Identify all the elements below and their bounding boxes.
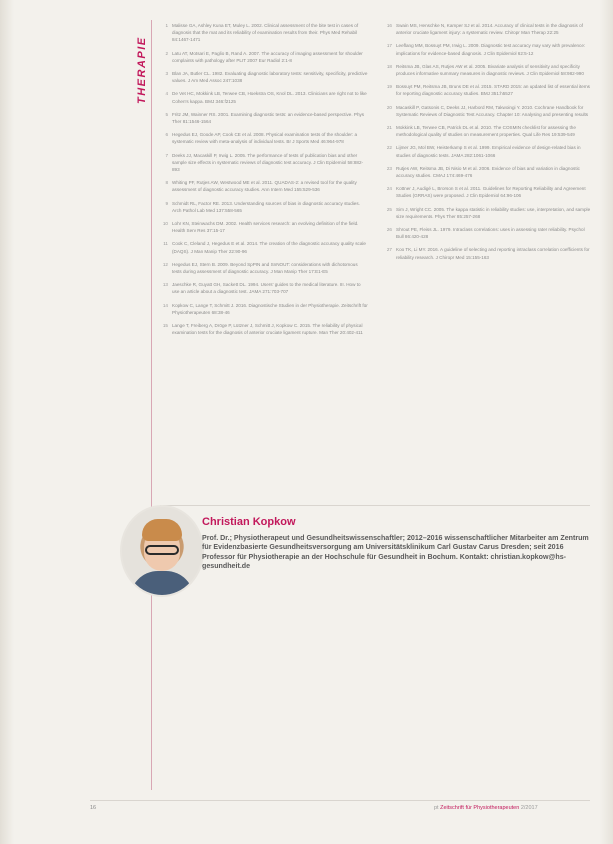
reference-number: 12	[162, 261, 168, 267]
journal-footer	[434, 805, 584, 811]
reference-item	[382, 104, 592, 118]
reference-number: 24	[386, 186, 392, 192]
reference-item	[382, 144, 592, 158]
reference-text: Swain MS, Henschke N, Kamper SJ et al. 2014. Accuracy of clinical tests in the diagnosis of anterior cruciate ligament injury: a systematic review. Chiropr Man Therap 22:25	[396, 23, 583, 36]
reference-item	[158, 70, 368, 84]
reference-item	[382, 165, 592, 179]
reference-item	[158, 240, 368, 254]
reference-text: Koo TK, Li MY. 2016. A guideline of selecting and reporting intraclass correlation coefficients for reliability research. J Chiropr Med 15:155-163	[396, 247, 590, 260]
reference-text: Leeflang MM, Bossuyt PM, Irwig L. 2009. Diagnostic test accuracy may vary with prevalence: implications for evidence-based diagnosis. J Clin Epidemiol 62:5-12	[396, 43, 586, 56]
reference-number: 22	[386, 145, 392, 151]
hair-shape	[142, 519, 182, 541]
reference-number: 1	[165, 23, 168, 28]
reference-item	[158, 179, 368, 193]
reference-item	[382, 226, 592, 240]
reference-number: 2	[165, 50, 168, 56]
author-bio: Prof. Dr.; Physiotherapeut und Gesundheitswissenschaftler; 2012–2016 wissenschaftlicher Mitarbeiter am Zentrum für Evidenzbasierte Gesundheitsversorgung am Universitätsklinikum Carl Gustav Carus Dresden; seit 2016 Professor für Physiotherapie an der Hochschule für Gesundheit in Bochum. Kontakt: christian.kopkow@hs-gesundheit.de	[202, 534, 589, 570]
section-label: THERAPIE	[136, 36, 148, 104]
reference-item	[158, 261, 368, 275]
reference-text: Jaeschke R, Guyatt GH, Sackett DL. 1994. Users' guides to the medical literature. III. How to use an article about a diagnostic test. JAMA 271:703-707	[172, 282, 361, 295]
reference-number: 25	[386, 206, 392, 212]
reference-text: Macaskill P, Gatsonis C, Deeks JJ, Harbord RM, Takwoingi Y. 2010. Cochrane Handbook for Systematic Reviews of Diagnostic Test Accuracy. Chapter 10: Analysing and presenting results	[396, 104, 589, 117]
reference-number: 23	[386, 165, 392, 171]
reference-text: Hegedus EJ, Goode AP, Cook CE et al. 2008. Physical examination tests of the shoulder: a systematic review with meta-analysis of individual tests. Br J Sports Med 46:964-978	[172, 132, 358, 145]
reference-number: 26	[386, 227, 392, 233]
reference-text: Deeks JJ, Macaskill P, Irwig L. 2005. The performance of tests of publication bias and other sample size effects in systematic reviews of diagnostic test accuracy. J Clin Epidemiol 58:882-893	[172, 152, 364, 173]
reference-item	[382, 63, 592, 77]
reference-number: 6	[165, 132, 168, 138]
reference-text: Hegedus EJ, Stern B. 2009. Beyond SpPIN and SnNOUT: considerations with dichotomous tests during assessment of diagnostic accuracy. J Man Manip Ther 17:E1-E5	[172, 261, 358, 275]
reference-item	[158, 302, 368, 316]
reference-text: Shrout PE, Fleiss JL. 1979. Intraclass correlations: uses in assessing rater reliability. Psychol Bull 86:420-428	[396, 227, 585, 240]
reference-item	[382, 42, 592, 56]
reference-text: Schmidt RL, Factor RE. 2013. Understanding sources of bias in diagnostic accuracy studies. Arch Pathol Lab Med 137:558-565	[172, 200, 360, 213]
footer-rule	[90, 800, 590, 801]
reference-item	[158, 131, 368, 145]
reference-item	[382, 83, 592, 97]
reference-number: 16	[386, 23, 392, 28]
reference-number: 7	[165, 152, 168, 158]
margin-rule	[151, 20, 152, 790]
reference-item	[158, 50, 368, 64]
reference-text: Sim J, Wright CC. 2005. The kappa statistic in reliability studies: use, interpretation, and sample size requirements. Phys Ther 85:257-268	[396, 206, 591, 219]
reference-item	[158, 200, 368, 214]
reference-number: 9	[165, 200, 168, 206]
journal-prefix: pt	[434, 805, 439, 811]
reference-text: De Vet HC, Mokkink LB, Terwee CB, Hoekstra OS, Knol DL. 2013. Clinicians are right not to like Cohen's kappa. BMJ 346:f2125	[172, 91, 367, 104]
reference-text: Kottner J, Audigé L, Brorson S et al. 2011. Guidelines for Reporting Reliability and Agreement Studies (GRRAS) were proposed. J Clin Epidemiol 64:96-106	[396, 186, 586, 199]
reference-text: Cook C, Cleland J, Hegedus E et al. 2014. The creation of the diagnostic accuracy quality scale (DAQS). J Man Manip Ther 22:90-96	[172, 241, 366, 254]
reference-text: Lange T, Freiberg A, Dröge P, Lützner J, Schmitt J, Kopkow C. 2015. The reliability of physical examination tests for the diagnosis of anterior cruciate ligament rupture. Man Ther 20:402-411	[172, 323, 363, 336]
reference-item	[158, 220, 368, 234]
reference-item	[382, 206, 592, 220]
reference-text: Blan JA, Butler CL. 1982. Evaluating diagnostic laboratory tests: sensitivity, specificity, predictive values. J Am Med Assoc 247:1038	[172, 71, 368, 84]
reference-text: Lijmer JG, Mol BW, Heisterkamp S et al. 1999. Empirical evidence of design-related bias in studies of diagnostic tests. JAMA 282:1061-1066	[396, 145, 581, 158]
reference-item	[382, 246, 592, 260]
reference-number: 20	[386, 104, 392, 110]
journal-issue: 2/2017	[520, 805, 538, 811]
reference-number: 18	[386, 63, 392, 69]
reference-item	[158, 322, 368, 336]
reference-text: Mokkink LB, Terwee CB, Patrick DL et al. 2010. The COSMIN checklist for assessing the methodological quality of studies on measurement properties. Qual Life Res 19:539-549	[396, 125, 576, 138]
reference-text: Rutjes AW, Reitsma JB, Di Nisio M et al. 2006. Evidence of bias and variation in diagnostic accuracy studies. CMAJ 174:469-476	[396, 165, 580, 179]
reference-number: 14	[162, 302, 168, 308]
reference-text: Reitsma JB, Glas AS, Rutjes AW et al. 2005. Bivariate analysis of sensitivity and specificity produces informative summary measures in diagnostic reviews. J Clin Epidemiol 58:982-990	[396, 63, 584, 77]
reference-item	[382, 185, 592, 199]
reference-number: 5	[165, 111, 168, 117]
reference-number: 27	[386, 247, 392, 253]
reference-number: 19	[386, 84, 392, 90]
reference-number: 11	[163, 241, 168, 247]
reference-item	[158, 281, 368, 295]
reference-item	[158, 152, 368, 174]
reference-number: 3	[165, 71, 168, 77]
section-divider	[160, 505, 590, 506]
journal-name: Zeitschrift für Physiotherapeuten	[440, 805, 520, 811]
reference-number: 21	[386, 125, 392, 131]
reference-text: Kopkow C, Lange T, Schmitt J. 2016. Diagnostische Studien in der Physiotherapie. Zeitschrift für Physiotherapeuten 68:38-46	[172, 302, 368, 315]
reference-item	[158, 22, 368, 44]
author-name: Christian Kopkow	[202, 516, 296, 528]
reference-number: 10	[162, 221, 168, 227]
reference-number: 17	[386, 43, 392, 49]
reference-text: Bossuyt PM, Reitsma JB, Bruns DE et al. 2015. STARD 2015: an updated list of essential items for reporting diagnostic accuracy studies. BMJ 351:h5527	[396, 84, 590, 97]
reference-item	[158, 111, 368, 125]
reference-text: Malisse GA, Ashley Kuna ET, Muley L. 2002. Clinical assessment of the bite test in cases of diagnosis that the mat and its reliability of examination results from their. Phys Med Rehabil 84:1467-1471	[172, 23, 359, 43]
reference-number: 8	[165, 180, 168, 186]
references-left-column	[158, 22, 368, 343]
page-number: 16	[90, 805, 97, 811]
reference-number: 4	[165, 91, 168, 97]
shirt-shape	[130, 571, 194, 597]
reference-text: Whiting PF, Rutjes AW, Westwood ME et al. 2011. QUADAS-2: a revised tool for the quality assessment of diagnostic accuracy studies. Ann Intern Med 155:529-536	[172, 180, 357, 193]
glasses-shape	[145, 545, 179, 555]
reference-text: Fritz JM, Wainner RS. 2001. Examining diagnostic tests: an evidence-based perspective. Phys Ther 81:1546-1564	[172, 111, 365, 125]
reference-item	[158, 90, 368, 104]
reference-number: 13	[162, 282, 168, 288]
reference-text: Lohr KN, Steinwachs DM. 2002. Health services research: an evolving definition of the field. Health Serv Res 37:15-17	[172, 221, 359, 234]
references-right-column	[382, 22, 592, 267]
reference-item	[382, 22, 592, 36]
reference-number: 15	[162, 323, 168, 329]
author-photo	[120, 505, 204, 597]
reference-item	[382, 124, 592, 138]
reference-text: Latu AT, Motsari E, Paglio B, Rand A. 2007. The accuracy of imaging assessment for shoulder complaints with pathology after PLIT 2007 Eur Radiol 2:1-8	[172, 50, 363, 63]
